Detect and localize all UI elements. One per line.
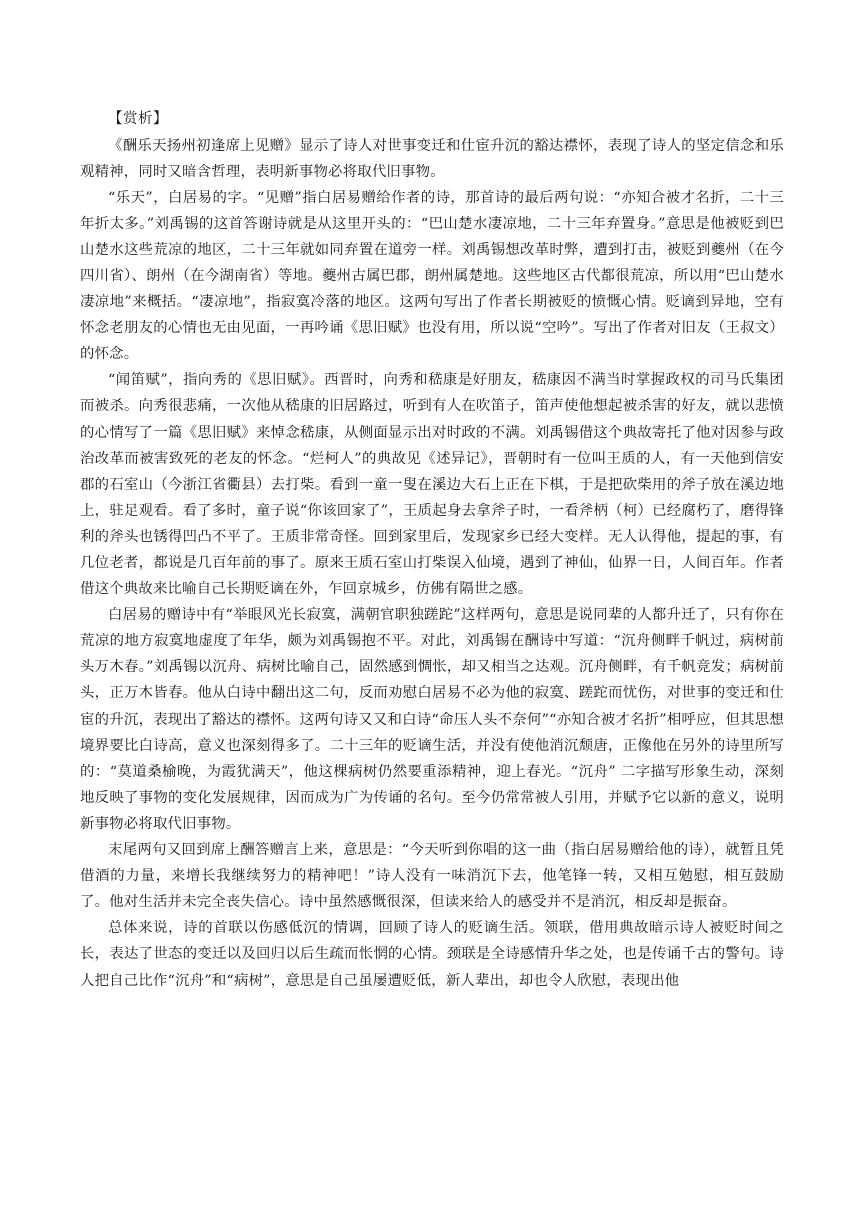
paragraph-summary: 总体来说，诗的首联以伤感低沉的情调，回顾了诗人的贬谪生活。领联，借用典故暗示诗人被贬时间之长，表达了世态的变迁以及回归以后生疏而怅惘的心情。颈联是全诗感情升华之处，也是传诵千古的警句。诗人把自己比作“沉舟”和“病树”，意思是自己虽屡遭贬低，新人辈出，却也令人欣慰，表现出他	[80, 920, 784, 989]
paragraph-letian: “乐天”，白居易的字。“见赠”指白居易赠给作者的诗，那首诗的最后两句说：“亦知合被才名折，二十三年折太多。”刘禹锡的这首答谢诗就是从这里开头的：“巴山楚水凄凉地，二十三年弃置身。”意思是他被贬到巴山楚水这些荒凉的地区，二十三年就如同弃置在道旁一样。刘禹锡想改革时弊，遭到打击，被贬到夔州（在今四川省）、朗州（在今湖南省）等地。夔州古属巴郡，朗州属楚地。这些地区古代都很荒凉，所以用“巴山楚水凄凉地”来概括。“凄凉地”，指寂寞冷落的地区。这两句写出了作者长期被贬的愤慨心情。贬谪到异地，空有怀念老朋友的心情也无由见面，一再吟诵《思旧赋》也没有用，所以说“空吟”。写出了作者对旧友（王叔文）的怀念。	[80, 189, 784, 363]
section-heading: 【赏析】	[108, 111, 168, 127]
document-page	[80, 106, 784, 1186]
paragraph-intro: 《酬乐天扬州初逢席上见赠》显示了诗人对世事变迁和仕宦升沉的豁达襟怀，表现了诗人的坚定信念和乐观精神，同时又暗含哲理，表明新事物必将取代旧事物。	[80, 137, 784, 180]
paragraph-chenzhou: 白居易的赠诗中有“举眼风光长寂寞，满朝官职独蹉跎”这样两句，意思是说同辈的人都升迁了，只有你在荒凉的地方寂寞地虚度了年华，颇为刘禹锡抱不平。对此，刘禹锡在酬诗中写道：“沉舟侧畔千帆过，病树前头万木春。”刘禹锡以沉舟、病树比喻自己，固然感到惆怅，却又相当之达观。沉舟侧畔，有千帆竞发；病树前头，正万木皆春。他从白诗中翻出这二句，反而劝慰白居易不必为他的寂寞、蹉跎而忧伤，对世事的变迁和仕宦的升沉，表现出了豁达的襟怀。这两句诗又又和白诗“命压人头不奈何”“亦知合被才名折”相呼应，但其思想境界要比白诗高，意义也深刻得多了。二十三年的贬谪生活，并没有使他消沉颓唐，正像他在另外的诗里所写的：“莫道桑榆晚，为霞犹满天”，他这棵病树仍然要重添精神，迎上春光。“沉舟” 二字描写形象生动，深刻地反映了事物的变化发展规律，因而成为广为传诵的名句。至今仍常常被人引用，并赋予它以新的意义，说明新事物必将取代旧事物。	[80, 607, 784, 832]
paragraph-wendifu: “闻笛赋”，指向秀的《思旧赋》。西晋时，向秀和嵇康是好朋友，嵇康因不满当时掌握政权的司马氏集团而被杀。向秀很悲痛，一次他从嵇康的旧居路过，听到有人在吹笛子，笛声使他想起被杀害的好友，就以悲愤的心情写了一篇《思旧赋》来悼念嵇康，从侧面显示出对时政的不满。刘禹锡借这个典故寄托了他对因参与政治改革而被害致死的老友的怀念。“烂柯人”的典故见《述异记》，晋朝时有一位叫王质的人，有一天他到信安郡的石室山（今浙江省衢县）去打柴。看到一童一叟在溪边大石上正在下棋，于是把砍柴用的斧子放在溪边地上，驻足观看。看了多时，童子说“你该回家了”，王质起身去拿斧子时，一看斧柄（柯）已经腐朽了，磨得锋利的斧头也锈得凹凸不平了。王质非常奇怪。回到家里后，发现家乡已经大变样。无人认得他，提起的事，有几位老者，都说是几百年前的事了。原来王质石室山打柴误入仙境，遇到了神仙，仙界一日，人间百年。作者借这个典故来比喻自己长期贬谪在外，乍回京城乡，仿佛有隔世之感。	[80, 372, 784, 598]
paragraph-ending: 末尾两句又回到席上酬答赠言上来，意思是：“今天听到你唱的这一曲（指白居易赠给他的诗），就暂且凭借酒的力量，来增长我继续努力的精神吧！”诗人没有一味消沉下去，他笔锋一转，又相互勉慰，相互鼓励了。他对生活并未完全丧失信心。诗中虽然感慨很深，但读来给人的感受并不是消沉，相反却是振奋。	[80, 842, 784, 911]
